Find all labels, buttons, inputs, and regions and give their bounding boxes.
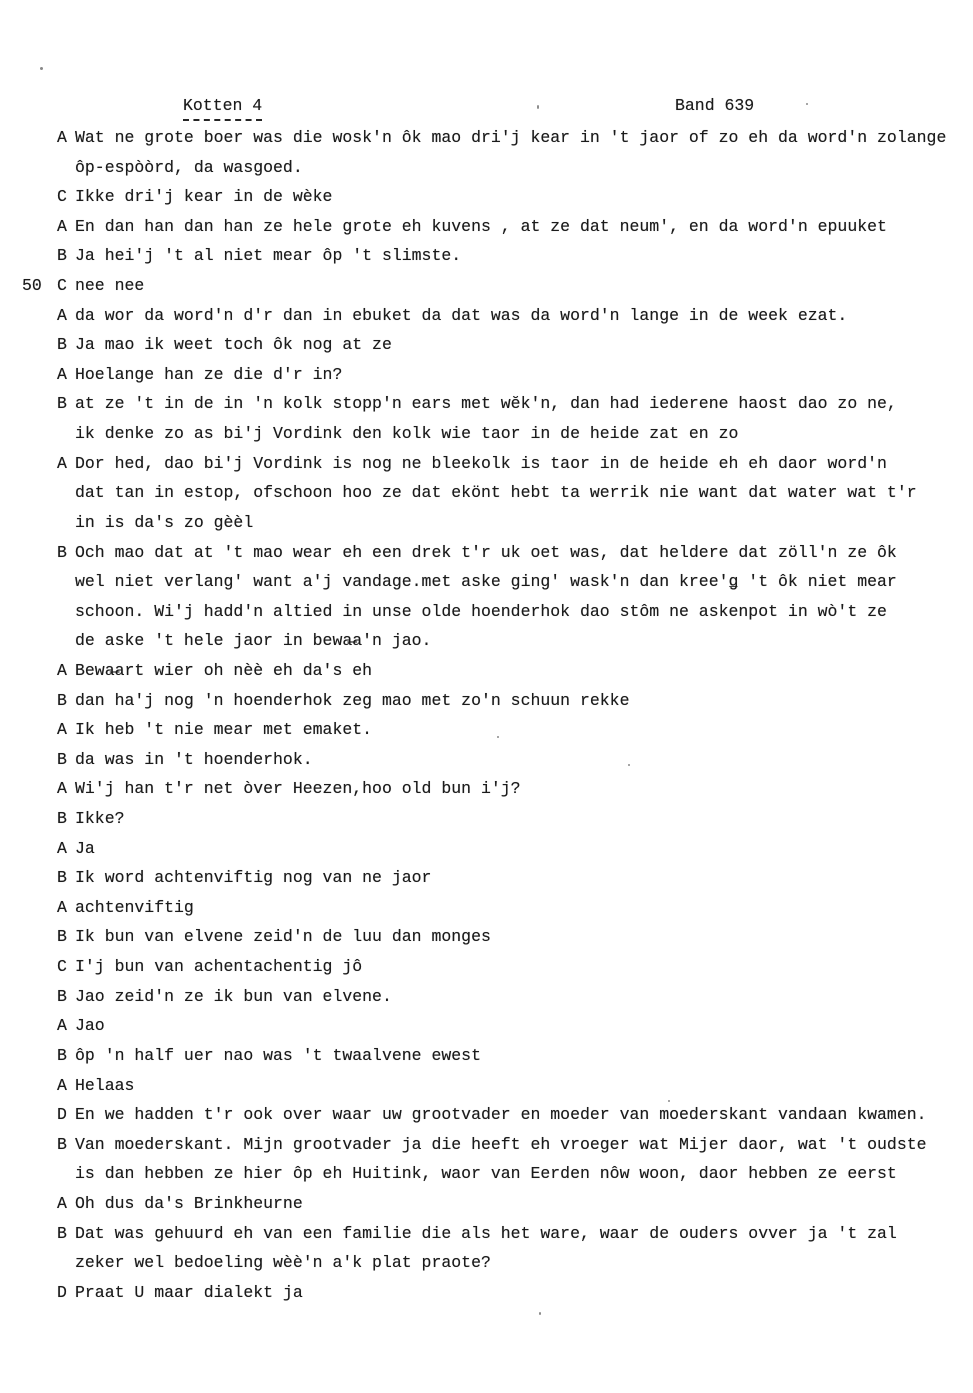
- speaker-label: [57, 508, 75, 538]
- speaker-label: A: [57, 128, 67, 147]
- transcript-line: [0, 922, 973, 952]
- speaker-label: B: [57, 246, 67, 266]
- line-number: [22, 656, 57, 686]
- line-text: Hoelange han ze die d'r in?: [75, 364, 343, 384]
- transcript-line: [0, 952, 973, 982]
- transcript-line: [0, 1041, 973, 1071]
- transcript-line: [0, 745, 973, 775]
- line-number: [22, 241, 57, 271]
- scan-speck: [628, 764, 630, 766]
- line-text: zeker wel bedoeling wèè'n a'k plat praote?: [75, 1253, 491, 1273]
- line-text: Jao zeid'n ze ik bun van elvene.: [75, 986, 392, 1006]
- transcript-line: [0, 301, 973, 331]
- speaker-label: B: [57, 809, 67, 829]
- transcript-line: [0, 478, 973, 508]
- line-text: En we hadden t'r ook over waar uw grootvader en moeder van moederskant vandaan kwamen.: [75, 1105, 927, 1125]
- transcript-line: [0, 774, 973, 804]
- line-number: [22, 1248, 57, 1278]
- line-number: [22, 301, 57, 331]
- line-number: [22, 153, 57, 183]
- speaker-label: A: [57, 453, 67, 473]
- line-text: Bewa̶art wier oh nèè eh da's eh: [75, 660, 373, 680]
- line-number: [22, 360, 57, 390]
- transcript-line: [0, 1011, 973, 1041]
- transcript-line: [0, 1071, 973, 1101]
- speaker-label: A: [57, 838, 67, 858]
- line-text: Ik word achtenviftig nog van ne jaor: [75, 868, 432, 888]
- speaker-label: A: [57, 216, 67, 236]
- transcript-line: [0, 389, 973, 419]
- transcript-line: [0, 893, 973, 923]
- transcript-line: [0, 271, 973, 301]
- speaker-label: [57, 419, 75, 449]
- line-text: Ja: [75, 838, 95, 858]
- line-text: de aske 't hele jaor in bewa̶a'n jao.: [75, 631, 432, 651]
- line-text: in is da's zo gèèl: [75, 512, 254, 532]
- line-text: ik denke zo as bi'j Vordink den kolk wie taor in de heide zat en zo: [75, 424, 739, 444]
- transcript-line: [0, 656, 973, 686]
- speaker-label: [57, 626, 75, 656]
- line-number: [22, 715, 57, 745]
- speaker-label: C: [57, 187, 67, 207]
- line-number: [22, 508, 57, 538]
- transcript-line: [0, 182, 973, 212]
- transcript-line: [0, 567, 973, 597]
- line-text: schoon. Wi'j hadd'n altied in unse olde hoenderhok dao stôm ne askenpot in wò't ze: [75, 601, 887, 621]
- transcript-line: [0, 330, 973, 360]
- line-text: at ze 't in de in 'n kolk stopp'n ears met wĕk'n, dan had iederene haost dao zo ne,: [75, 394, 897, 414]
- line-text: wel niet verlang' want a'j vandage.met aske ging' wask'n dan kree'ǥ 't ôk niet mear: [75, 572, 897, 592]
- line-text: Oh dus da's Brinkheurne: [75, 1193, 303, 1213]
- transcript-lines: [0, 123, 973, 1307]
- line-number: [22, 478, 57, 508]
- line-text: Wat ne grote boer was die wosk'n ôk mao dri'j kear in 't jaor of zo eh da word'n zolange: [75, 128, 947, 147]
- speaker-label: A: [57, 897, 67, 917]
- line-number: [22, 330, 57, 360]
- line-text: Jao: [75, 1016, 105, 1036]
- line-text: Wi'j han t'r net òver Heezen,hoo old bun i'j?: [75, 779, 521, 799]
- line-text: dan ha'j nog 'n hoenderhok zeg mao met zo'n schuun rekke: [75, 690, 630, 710]
- scan-speck: [497, 736, 499, 738]
- line-text: Ik bun van elvene zeid'n de luu dan monges: [75, 927, 491, 947]
- transcript-line: [0, 1100, 973, 1130]
- line-number: [22, 922, 57, 952]
- line-text: dat tan in estop, ofschoon hoo ze dat ekönt hebt ta werrik nie want dat water wat t'r: [75, 483, 917, 503]
- line-text: ôp 'n half uer nao was 't twaalvene ewest: [75, 1045, 481, 1065]
- speaker-label: B: [57, 335, 67, 355]
- transcript-line: [0, 686, 973, 716]
- line-number: [22, 626, 57, 656]
- line-text: Ikke?: [75, 809, 125, 829]
- line-number: [22, 389, 57, 419]
- line-text: is dan hebben ze hier ôp eh Huitink, waor van Eerden nôw woon, daor hebben ze eerst: [75, 1164, 897, 1184]
- line-number: [22, 212, 57, 242]
- scan-speck: [539, 1312, 541, 1315]
- line-number: [22, 1130, 57, 1160]
- line-number: [22, 1219, 57, 1249]
- transcript-line: [0, 1248, 973, 1278]
- transcript-line: [0, 863, 973, 893]
- transcript-line: [0, 241, 973, 271]
- line-text: Ja hei'j 't al niet mear ôp 't slimste.: [75, 246, 462, 266]
- speaker-label: [57, 153, 75, 183]
- speaker-label: D: [57, 1282, 67, 1302]
- line-number: [22, 893, 57, 923]
- transcript-line: [0, 1278, 973, 1308]
- speaker-label: C: [57, 276, 67, 296]
- speaker-label: D: [57, 1105, 67, 1125]
- line-number: [22, 567, 57, 597]
- line-text: Ikke dri'j kear in de wèke: [75, 187, 333, 207]
- speaker-label: B: [57, 927, 67, 947]
- line-number: [22, 863, 57, 893]
- line-text: Helaas: [75, 1075, 135, 1095]
- line-text: nee nee: [75, 276, 145, 296]
- line-text: Van moederskant. Mijn grootvader ja die heeft eh vroeger wat Mijer daor, wat 't oudste: [75, 1134, 927, 1154]
- speaker-label: B: [57, 1134, 67, 1154]
- transcript-line: [0, 153, 973, 183]
- line-text: Ja mao ik weet toch ôk nog at ze: [75, 335, 392, 355]
- line-number: [22, 745, 57, 775]
- line-number: [22, 804, 57, 834]
- speaker-label: A: [57, 364, 67, 384]
- line-number: [22, 597, 57, 627]
- page-title: Kotten 4: [183, 96, 262, 121]
- line-text: Praat U maar dialekt ja: [75, 1282, 303, 1302]
- transcript-line: [0, 834, 973, 864]
- speaker-label: B: [57, 1223, 67, 1243]
- line-text: Och mao dat at 't mao wear eh een drek t'r uk oet was, dat heldere dat zöll'n ze ôk: [75, 542, 897, 562]
- line-number: [22, 774, 57, 804]
- transcript-line: [0, 538, 973, 568]
- speaker-label: [57, 1159, 75, 1189]
- speaker-label: B: [57, 690, 67, 710]
- transcript-line: [0, 419, 973, 449]
- line-number: [22, 952, 57, 982]
- line-number: [22, 834, 57, 864]
- line-number: [22, 686, 57, 716]
- line-number: [22, 1100, 57, 1130]
- speaker-label: B: [57, 986, 67, 1006]
- line-text: I'j bun van achentachentig jô: [75, 957, 363, 977]
- line-number: [22, 1278, 57, 1308]
- scan-speck: [668, 1100, 670, 1102]
- speaker-label: A: [57, 1193, 67, 1213]
- speaker-label: B: [57, 394, 67, 414]
- line-text: Dat was gehuurd eh van een familie die als het ware, waar de ouders ovver ja 't zal: [75, 1223, 897, 1243]
- speaker-label: B: [57, 1045, 67, 1065]
- line-number: [22, 1041, 57, 1071]
- speaker-label: A: [57, 779, 67, 799]
- transcript-line: [0, 360, 973, 390]
- speaker-label: [57, 478, 75, 508]
- line-number: 50: [22, 276, 42, 296]
- line-number: [22, 1189, 57, 1219]
- speaker-label: A: [57, 660, 67, 680]
- page-header: [0, 96, 973, 126]
- transcript-line: [0, 1219, 973, 1249]
- line-number: [22, 182, 57, 212]
- transcript-line: [0, 626, 973, 656]
- line-number: [22, 1159, 57, 1189]
- transcript-line: [0, 212, 973, 242]
- transcript-line: [0, 123, 973, 153]
- line-text: da wor da word'n d'r dan in ebuket da dat was da word'n lange in de week ezat.: [75, 305, 848, 325]
- transcript-line: [0, 449, 973, 479]
- speaker-label: B: [57, 868, 67, 888]
- speaker-label: A: [57, 1075, 67, 1095]
- line-number: [22, 538, 57, 568]
- transcript-line: [0, 1189, 973, 1219]
- speaker-label: A: [57, 720, 67, 740]
- line-text: da was in 't hoenderhok.: [75, 749, 313, 769]
- line-text: ôp-espòòrd, da wasgoed.: [75, 157, 303, 177]
- scan-speck: [806, 103, 808, 105]
- line-number: [22, 982, 57, 1012]
- transcript-line: [0, 804, 973, 834]
- speaker-label: B: [57, 749, 67, 769]
- line-number: [22, 1071, 57, 1101]
- line-number: [22, 123, 57, 153]
- line-number: [22, 1011, 57, 1041]
- line-text: Dor hed, dao bi'j Vordink is nog ne bleekolk is taor in de heide eh eh daor word'n: [75, 453, 887, 473]
- scan-speck: [40, 67, 43, 70]
- line-number: [22, 419, 57, 449]
- transcript-line: [0, 1159, 973, 1189]
- transcript-line: [0, 1130, 973, 1160]
- band-number: Band 639: [675, 96, 755, 115]
- transcript-line: [0, 508, 973, 538]
- speaker-label: [57, 567, 75, 597]
- transcript-line: [0, 597, 973, 627]
- speaker-label: A: [57, 305, 67, 325]
- speaker-label: A: [57, 1016, 67, 1036]
- speaker-label: [57, 597, 75, 627]
- scan-speck: [537, 105, 539, 109]
- speaker-label: [57, 1248, 75, 1278]
- line-text: Ik heb 't nie mear met emaket.: [75, 720, 373, 740]
- speaker-label: C: [57, 957, 67, 977]
- speaker-label: B: [57, 542, 67, 562]
- line-number: [22, 449, 57, 479]
- line-text: En dan han dan han ze hele grote eh kuvens , at ze dat neum', en da word'n epuuket: [75, 216, 887, 236]
- line-text: achtenviftig: [75, 897, 194, 917]
- transcript-line: [0, 982, 973, 1012]
- transcript-line: [0, 715, 973, 745]
